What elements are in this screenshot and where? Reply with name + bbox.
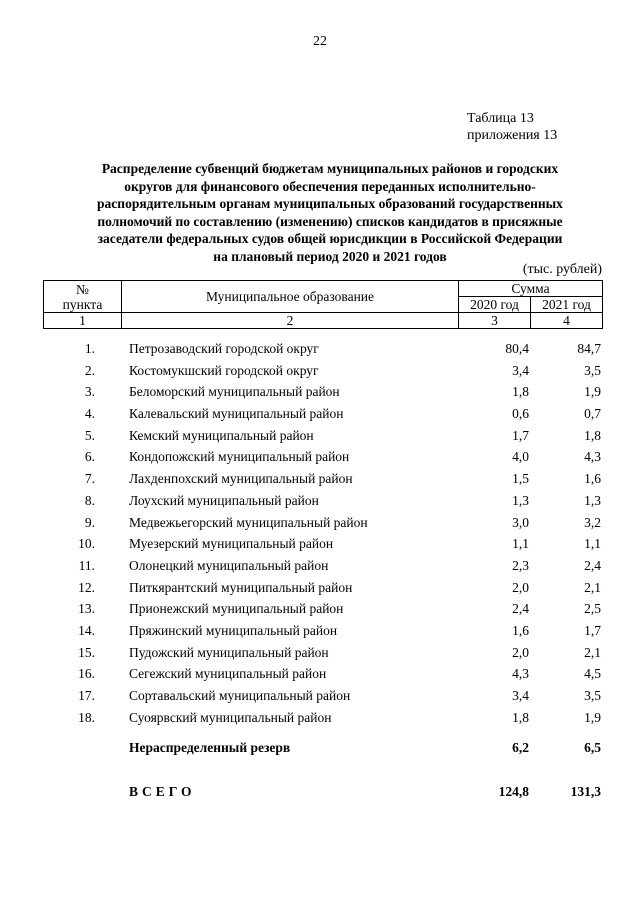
header-index-3: 3 bbox=[459, 313, 531, 329]
row-value-2020: 0,6 bbox=[512, 406, 529, 422]
table-row bbox=[43, 338, 603, 360]
header-num-line2: пункта bbox=[62, 296, 103, 312]
row-number: 3. bbox=[84, 384, 95, 400]
row-value-2021: 3,5 bbox=[584, 362, 601, 378]
row-value-2020: 4,0 bbox=[512, 449, 529, 465]
table-row bbox=[43, 533, 603, 555]
header-index-1: 1 bbox=[44, 313, 122, 329]
row-number: 1. bbox=[84, 341, 95, 356]
title-line6: на плановый период 2020 и 2021 годов bbox=[213, 248, 447, 264]
row-value-2020: 2,3 bbox=[512, 557, 529, 573]
row-number: 15. bbox=[78, 644, 95, 660]
title-line4: полномочий по составлению (изменению) списков кандидатов в присяжные bbox=[97, 213, 563, 229]
table-row bbox=[43, 642, 603, 664]
row-name: Суоярвский муниципальный район bbox=[129, 709, 332, 725]
row-value-2021: 2,1 bbox=[584, 644, 601, 660]
row-name: Петрозаводский городской округ bbox=[129, 341, 319, 356]
row-value-2020: 1,5 bbox=[512, 471, 529, 487]
units-label: (тыс. рублей) bbox=[522, 262, 602, 277]
title-line5: заседатели федеральных судов общей юрисдикции в Российской Федерации bbox=[97, 231, 563, 246]
table-row bbox=[43, 707, 603, 729]
row-value-2021: 1,8 bbox=[584, 427, 601, 443]
row-value-2020: 1,3 bbox=[512, 492, 529, 508]
row-name: Лахденпохский муниципальный район bbox=[129, 471, 353, 487]
row-number: 10. bbox=[78, 536, 95, 552]
row-name: Пряжинский муниципальный район bbox=[129, 622, 338, 638]
table-row bbox=[43, 360, 603, 382]
row-number: 11. bbox=[78, 557, 95, 573]
row-name: Сегежский муниципальный район bbox=[129, 666, 327, 682]
row-number: 4. bbox=[84, 406, 95, 422]
row-number: 9. bbox=[84, 514, 95, 530]
row-name: Кемский муниципальный район bbox=[129, 427, 314, 443]
reserve-row bbox=[43, 738, 603, 758]
header-year-2020: 2020 год bbox=[459, 297, 531, 313]
row-value-2021: 1,7 bbox=[584, 622, 601, 638]
row-number: 13. bbox=[78, 601, 95, 617]
header-year-2021: 2021 год bbox=[531, 297, 603, 313]
row-value-2020: 1,8 bbox=[512, 709, 529, 725]
row-name: Олонецкий муниципальный район bbox=[129, 557, 329, 573]
row-number: 5. bbox=[84, 427, 95, 443]
row-number: 7. bbox=[84, 471, 95, 487]
header-index-2: 2 bbox=[122, 313, 459, 329]
row-value-2021: 2,5 bbox=[584, 601, 601, 617]
row-name: Пудожский муниципальный район bbox=[129, 644, 329, 660]
row-name: Кондопожский муниципальный район bbox=[129, 449, 350, 465]
table-row bbox=[43, 598, 603, 620]
row-value-2020: 1,1 bbox=[512, 536, 529, 552]
row-value-2020: 2,0 bbox=[512, 644, 529, 660]
row-number: 6. bbox=[84, 449, 95, 465]
row-number: 16. bbox=[78, 666, 95, 682]
row-value-2021: 1,1 bbox=[584, 536, 601, 552]
table-body bbox=[43, 338, 603, 728]
title-line3: распорядительным органам муниципальных образований государственных bbox=[97, 196, 563, 211]
table-reference bbox=[467, 110, 557, 144]
document-title bbox=[60, 160, 600, 265]
total-row bbox=[43, 782, 603, 802]
table-row bbox=[43, 425, 603, 447]
row-value-2020: 3,4 bbox=[512, 688, 529, 703]
row-value-2021: 4,3 bbox=[584, 449, 601, 465]
total-name: ВСЕГО bbox=[129, 784, 196, 799]
reserve-value-2020: 6,2 bbox=[512, 740, 529, 755]
table-row bbox=[43, 490, 603, 512]
row-name: Костомукшский городской округ bbox=[129, 362, 319, 378]
table-ref-line1: Таблица 13 bbox=[467, 111, 534, 126]
row-value-2021: 2,4 bbox=[584, 557, 601, 573]
row-number: 17. bbox=[78, 688, 95, 703]
header-sum: Сумма bbox=[459, 281, 603, 297]
page-number: 22 bbox=[313, 34, 327, 49]
row-name: Лоухский муниципальный район bbox=[129, 492, 319, 508]
title-line2: округов для финансового обеспечения переданных исполнительно- bbox=[124, 178, 536, 194]
row-number: 8. bbox=[84, 492, 95, 508]
row-value-2020: 1,7 bbox=[512, 427, 529, 443]
row-value-2021: 1,9 bbox=[584, 384, 601, 400]
row-value-2021: 1,3 bbox=[584, 492, 601, 508]
row-value-2020: 3,4 bbox=[512, 362, 529, 378]
row-name: Муезерский муниципальный район bbox=[129, 536, 334, 552]
reserve-value-2021: 6,5 bbox=[584, 740, 601, 755]
row-value-2021: 0,7 bbox=[584, 406, 601, 422]
row-value-2020: 3,0 bbox=[512, 514, 529, 530]
row-value-2020: 80,4 bbox=[505, 341, 529, 356]
reserve-name: Нераспределенный резерв bbox=[129, 740, 291, 755]
row-number: 18. bbox=[78, 709, 95, 725]
table-row bbox=[43, 403, 603, 425]
table-row bbox=[43, 685, 603, 707]
row-value-2020: 2,4 bbox=[512, 601, 529, 617]
table-row bbox=[43, 663, 603, 685]
row-number: 2. bbox=[84, 362, 95, 378]
row-number: 14. bbox=[78, 622, 95, 638]
row-name: Сортавальский муниципальный район bbox=[129, 688, 351, 703]
row-name: Питкярантский муниципальный район bbox=[129, 579, 353, 595]
row-value-2021: 3,2 bbox=[584, 514, 601, 530]
table-ref-line2: приложения 13 bbox=[467, 128, 558, 143]
table-row bbox=[43, 381, 603, 403]
row-value-2021: 2,1 bbox=[584, 579, 601, 595]
row-value-2021: 1,6 bbox=[584, 471, 601, 487]
row-value-2021: 1,9 bbox=[584, 709, 601, 725]
row-value-2020: 4,3 bbox=[512, 666, 529, 682]
row-value-2021: 3,5 bbox=[584, 688, 601, 703]
header-index-4: 4 bbox=[531, 313, 603, 329]
table-row bbox=[43, 468, 603, 490]
table-row bbox=[43, 577, 603, 599]
table-row bbox=[43, 446, 603, 468]
row-name: Медвежьегорский муниципальный район bbox=[129, 514, 368, 530]
row-value-2021: 4,5 bbox=[584, 666, 601, 682]
table-row bbox=[43, 555, 603, 577]
title-line1: Распределение субвенций бюджетам муниципальных районов и городских bbox=[101, 161, 559, 176]
header-num bbox=[44, 281, 122, 313]
row-value-2020: 1,6 bbox=[512, 622, 529, 638]
row-value-2021: 84,7 bbox=[577, 341, 601, 356]
table-row bbox=[43, 512, 603, 534]
row-value-2020: 1,8 bbox=[512, 384, 529, 400]
table-row bbox=[43, 620, 603, 642]
row-value-2020: 2,0 bbox=[512, 579, 529, 595]
total-value-2020: 124,8 bbox=[498, 784, 529, 799]
header-num-line1: № bbox=[76, 281, 89, 297]
row-name: Прионежский муниципальный район bbox=[129, 601, 344, 617]
row-number: 12. bbox=[78, 579, 95, 595]
header-name: Муниципальное образование bbox=[122, 281, 459, 313]
table-header bbox=[43, 280, 603, 329]
row-name: Беломорский муниципальный район bbox=[129, 384, 340, 400]
row-name: Калевальский муниципальный район bbox=[129, 406, 344, 422]
total-value-2021: 131,3 bbox=[570, 784, 601, 799]
